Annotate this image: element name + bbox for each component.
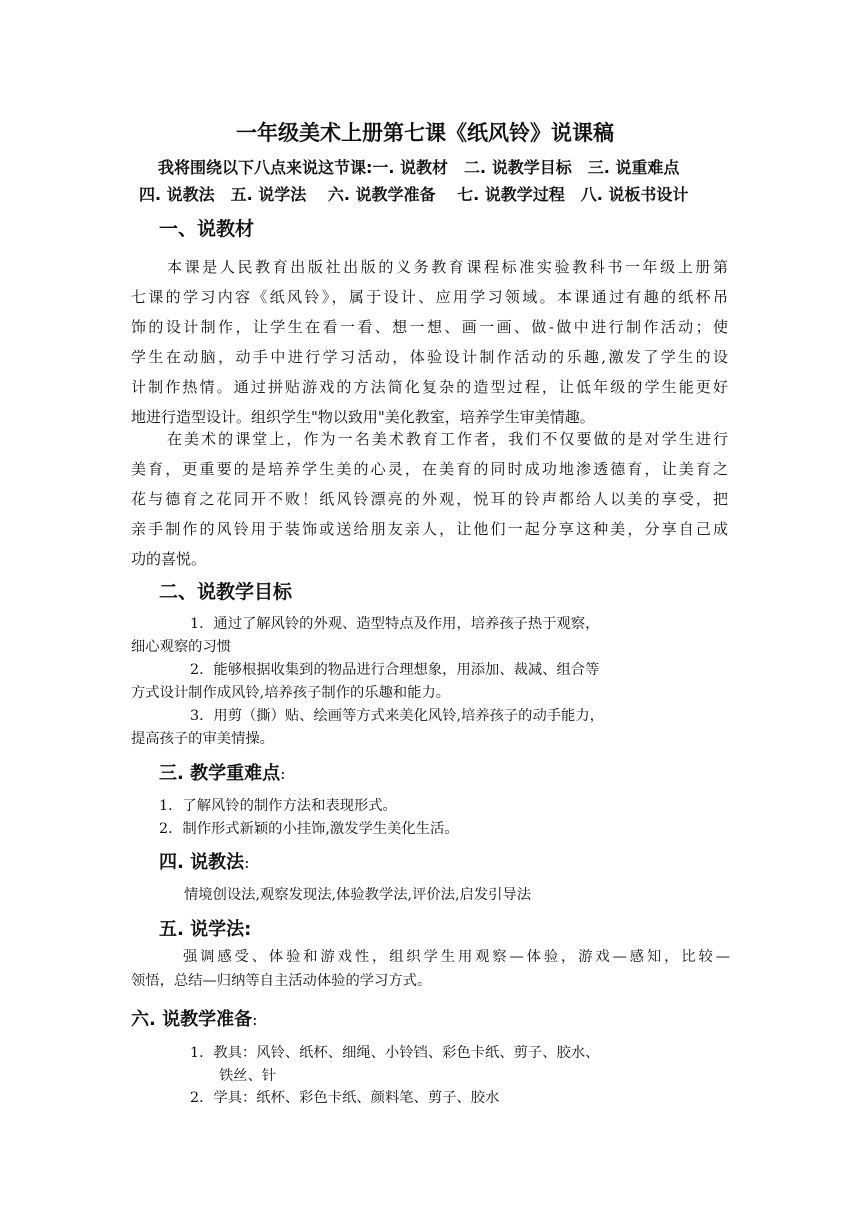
goal-item-2-line-1: 2．能够根据收集到的物品进行合理想象，用添加、裁减、组合等 — [190, 662, 600, 678]
intro-line-2: 四. 说教法 五. 说学法 六. 说教学准备 七. 说教学过程 八. 说板书设计 — [139, 185, 689, 204]
learning-methods-text — [131, 946, 730, 994]
section-3-heading — [159, 759, 286, 785]
page-title: 一年级美术上册第七课《纸风铃》说课稿 — [236, 121, 614, 145]
paragraph-line: 领悟，总结—归纳等自主活动体验的学习方式。 — [131, 973, 432, 989]
paragraph-line: 强调感受、体验和游戏性，组织学生用观察—体验，游戏—感知，比较— — [183, 949, 730, 965]
paragraph-line: 地进行造型设计。组织学生"物以致用"美化教室，培养学生审美情趣。 — [131, 408, 595, 426]
section-2-heading: 二、说教学目标 — [159, 581, 293, 603]
keypoint-item-1: 1．了解风铃的制作方法和表现形式。 — [159, 798, 397, 814]
goal-item-2-line-2: 方式设计制作成风铃,培养孩子制作的乐趣和能力。 — [131, 685, 451, 701]
goal-item-1-line-1: 1．通过了解风铃的外观、造型特点及作用，培养孩子热于观察， — [190, 616, 600, 632]
goal-item-1-line-2: 细心观察的习惯 — [131, 639, 232, 655]
paragraph-line: 本课是人民教育出版社出版的义务教育课程标准实验教科书一年级上册第 — [167, 258, 728, 276]
section-1-heading: 一、说教材 — [159, 218, 255, 240]
paragraph-line: 计制作热情。通过拼贴游戏的方法简化复杂的造型过程，让低年级的学生能更好 — [131, 378, 728, 396]
section-6-heading — [131, 1005, 258, 1031]
heading-colon: : — [252, 1010, 258, 1029]
section-1-paragraph-1 — [131, 256, 728, 436]
paragraph-line: 美育，更重要的是培养学生美的心灵，在美育的同时成功地渗透德育，让美育之 — [131, 460, 728, 478]
section-5-heading: 五. 说学法: — [159, 919, 252, 940]
section-6-heading-text: 六. 说教学准备 — [131, 1009, 253, 1030]
heading-colon: : — [280, 764, 286, 783]
goal-item-3-line-1: 3．用剪（撕）贴、绘画等方式来美化风铃,培养孩子的动手能力， — [190, 708, 604, 724]
paragraph-line: 亲手制作的风铃用于装饰或送给朋友亲人，让他们一起分享这种美，分享自己成 — [131, 520, 728, 538]
heading-colon: : — [244, 853, 250, 872]
intro-line-1: 我将围绕以下八点来说这节课:一. 说教材 二. 说教学目标 三. 说重难点 — [158, 158, 680, 177]
prep-item-1-line-1: 1．教具：风铃、纸杯、细绳、小铃铛、彩色卡纸、剪子、胶水、 — [190, 1045, 600, 1061]
paragraph-line: 饰的设计制作，让学生在看一看、想一想、画一画、做-做中进行制作活动；使 — [131, 318, 728, 336]
section-4-heading — [159, 848, 250, 874]
teaching-methods-text: 情境创设法,观察发现法,体验教学法,评价法,启发引导法 — [184, 887, 532, 903]
paragraph-line: 花与德育之花同开不败！纸风铃漂亮的外观，悦耳的铃声都给人以美的享受，把 — [131, 490, 728, 508]
section-1-paragraph-2 — [131, 428, 728, 578]
paragraph-line: 在美术的课堂上，作为一名美术教育工作者，我们不仅要做的是对学生进行 — [167, 430, 728, 448]
goal-item-3-line-2: 提高孩子的审美情操。 — [131, 731, 274, 747]
section-4-heading-text: 四. 说教法 — [159, 852, 245, 873]
prep-item-2: 2．学具：纸杯、彩色卡纸、颜料笔、剪子、胶水 — [190, 1090, 500, 1106]
paragraph-line: 功的喜悦。 — [131, 550, 207, 568]
prep-item-1-line-2: 铁丝、针 — [219, 1068, 277, 1084]
keypoint-item-2: 2．制作形式新颖的小挂饰,激发学生美化生活。 — [159, 821, 459, 837]
paragraph-line: 学生在动脑，动手中进行学习活动，体验设计制作活动的乐趣,激发了学生的设 — [131, 348, 728, 366]
paragraph-line: 七课的学习内容《纸风铃》，属于设计、应用学习领域。本课通过有趣的纸杯吊 — [131, 288, 728, 306]
section-3-heading-text: 三. 教学重难点 — [159, 763, 281, 784]
